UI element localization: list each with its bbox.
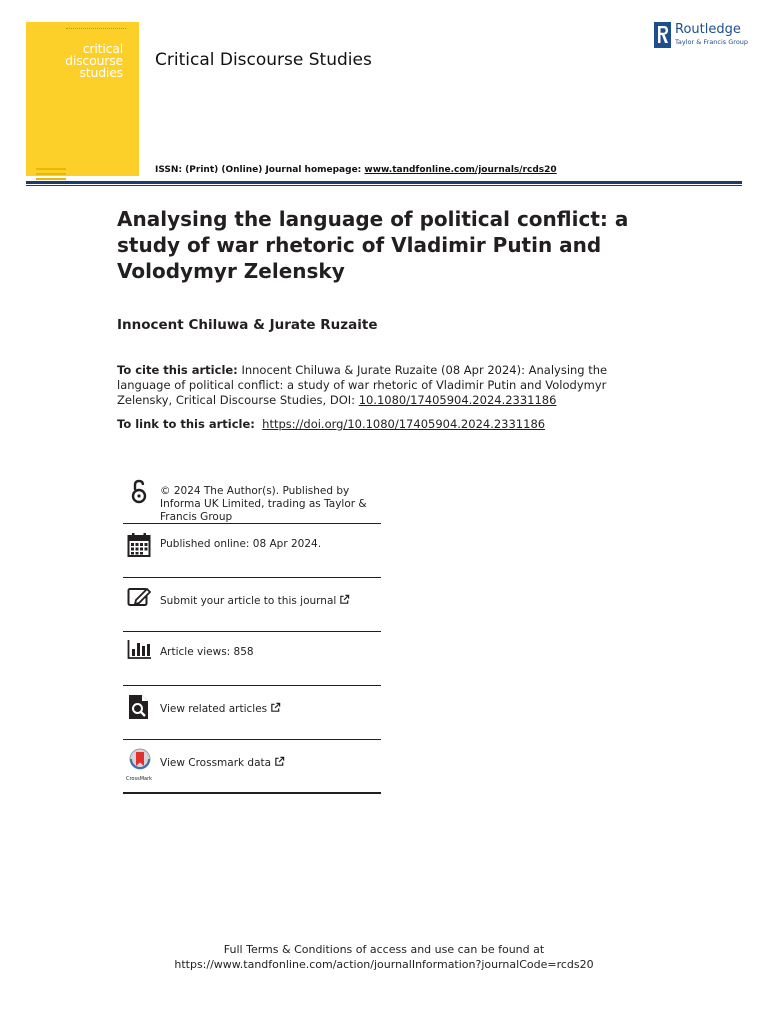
article-info-box <box>123 476 381 794</box>
cover-title-line: critical <box>82 41 123 56</box>
external-link-icon <box>274 756 285 767</box>
cover-issue-line <box>66 28 126 31</box>
terms-footer <box>0 942 768 972</box>
article-link-line <box>117 417 545 431</box>
related-articles-label: View related articles <box>160 703 268 715</box>
doi-link[interactable]: 10.1080/17405904.2024.2331186 <box>358 393 557 407</box>
published-online-text: Published online: 08 Apr 2024. <box>160 538 322 550</box>
footer-line-1: Full Terms & Conditions of access and use can be found at <box>223 943 545 956</box>
cite-label: To cite this article: <box>117 363 238 377</box>
open-access-text: © 2024 The Author(s). Published by Informa UK Limited, trading as Taylor & Francis Group <box>160 485 367 523</box>
submit-article-row[interactable] <box>123 578 381 632</box>
article-authors: Innocent Chiluwa & Jurate Ruzaite <box>117 317 378 333</box>
header-rule-thin <box>26 185 742 186</box>
crossmark-link[interactable] <box>160 756 384 770</box>
routledge-logo <box>654 22 749 50</box>
issn-label: ISSN: (Print) (Online) Journal homepage: <box>155 165 362 175</box>
calendar-icon <box>127 532 151 558</box>
citation <box>117 363 652 408</box>
link-label: To link to this article: <box>117 417 255 431</box>
related-articles-link[interactable] <box>160 702 384 716</box>
article-title: Analysing the language of political conflict: a study of war rhetoric of Vladimir Putin and Volodymyr Zelensky <box>117 207 629 283</box>
article-views-row <box>123 632 381 686</box>
external-link-icon <box>270 702 281 713</box>
crossmark-icon <box>127 748 153 776</box>
journal-homepage-link[interactable]: www.tandfonline.com/journals/rcds20 <box>364 165 557 175</box>
issn-line <box>155 165 557 175</box>
submit-article-link[interactable] <box>160 594 384 608</box>
crossmark-label: View Crossmark data <box>160 757 272 769</box>
edit-icon <box>127 585 151 611</box>
article-doi-url[interactable]: https://doi.org/10.1080/17405904.2024.2331186 <box>262 417 546 431</box>
publisher-name: Routledge <box>675 22 741 37</box>
footer-terms-url[interactable]: https://www.tandfonline.com/action/journalInformation?journalCode=rcds20 <box>174 958 594 971</box>
document-search-icon <box>127 694 151 720</box>
open-access-icon <box>127 479 151 505</box>
cover-title-line: discourse <box>65 53 123 68</box>
crossmark-logo-text: CrossMark <box>126 776 153 782</box>
cover-title-line: studies <box>79 65 123 80</box>
article-views-text: Article views: 858 <box>160 646 254 658</box>
open-access-row <box>123 476 381 524</box>
header-rule <box>26 181 742 184</box>
submit-article-label: Submit your article to this journal <box>160 595 337 607</box>
crossmark-row[interactable] <box>123 740 381 794</box>
published-online-row <box>123 524 381 578</box>
bar-chart-icon <box>127 637 151 663</box>
journal-name: Critical Discourse Studies <box>155 50 372 70</box>
routledge-logo-icon <box>654 22 671 48</box>
cite-text: Innocent Chiluwa & Jurate Ruzaite (08 Apr 2024): Analysing the language of political conflict: a study of war rhetoric of Vladimir Putin and Volodymyr Zelensky, Critical Discourse Studies, DOI: <box>117 363 608 407</box>
related-articles-row[interactable] <box>123 686 381 740</box>
publisher-group: Taylor & Francis Group <box>675 38 749 46</box>
journal-cover <box>26 22 139 176</box>
cover-title <box>65 43 123 79</box>
external-link-icon <box>339 594 350 605</box>
